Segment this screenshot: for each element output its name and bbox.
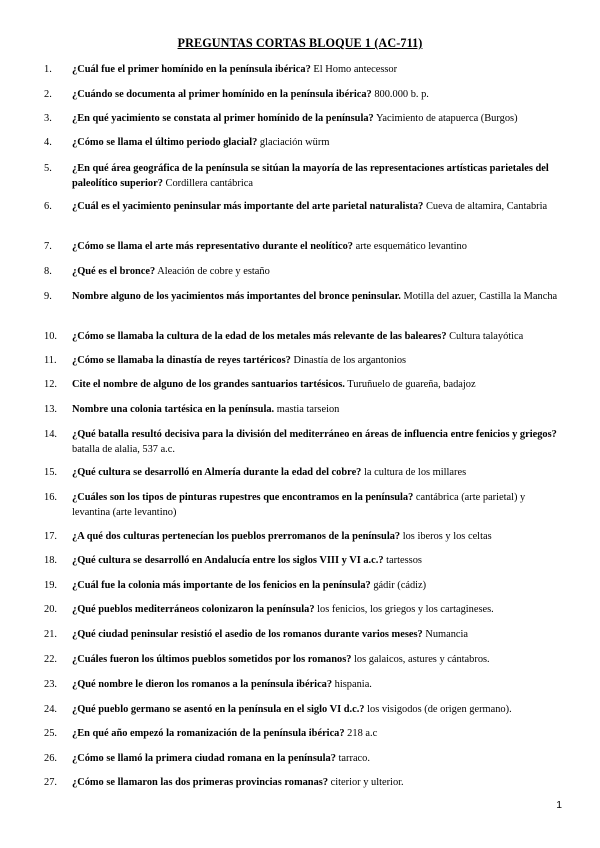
question-body [72, 490, 564, 520]
question-body [72, 751, 564, 766]
question-body [72, 627, 564, 642]
question-item [44, 627, 564, 642]
question-body [72, 111, 564, 126]
question-number: 4. [44, 137, 52, 148]
question-item [44, 427, 564, 457]
answer-text: Cordillera cantábrica [162, 178, 253, 189]
question-item [44, 751, 564, 766]
question-number: 10. [44, 331, 57, 342]
question-text: ¿Cómo se llamaron las dos primeras provincias romanas? [72, 777, 329, 788]
question-item [44, 490, 564, 520]
question-text: ¿Cómo se llamó la primera ciudad romana en la península? [72, 753, 336, 764]
question-number: 16. [44, 492, 57, 503]
question-number: 14. [44, 429, 57, 440]
question-number: 22. [44, 654, 57, 665]
question-number: 3. [44, 113, 52, 124]
question-text: Nombre alguno de los yacimientos más importantes del bronce peninsular. [72, 291, 401, 302]
question-item [44, 62, 564, 77]
question-text: ¿Cuáles son los tipos de pinturas rupestres que encontramos en la península? [72, 492, 414, 503]
question-body [72, 289, 564, 304]
question-number: 5. [44, 163, 52, 174]
answer-text: batalla de alalia, 537 a.c. [72, 444, 175, 455]
question-body [72, 353, 564, 368]
question-text: ¿Cómo se llama el último periodo glacial? [72, 137, 258, 148]
question-item [44, 264, 564, 279]
question-item [44, 553, 564, 568]
answer-text: Turuñuelo de guareña, badajoz [344, 379, 476, 390]
question-number: 27. [44, 777, 57, 788]
question-body [72, 199, 564, 214]
question-item [44, 329, 564, 344]
answer-text: glaciación würm [257, 137, 330, 148]
question-number: 1. [44, 64, 52, 75]
question-text: ¿Qué pueblos mediterráneos colonizaron la península? [72, 604, 315, 615]
question-item [44, 465, 564, 480]
question-text: ¿Qué cultura se desarrolló en Andalucía entre los siglos VIII y VI a.c.? [72, 555, 384, 566]
question-item [44, 377, 564, 392]
answer-text: los visigodos (de origen germano). [364, 704, 512, 715]
question-text: ¿En qué yacimiento se constata al primer homínido de la península? [72, 113, 374, 124]
answer-text: los iberos y los celtas [400, 531, 492, 542]
question-body [72, 135, 564, 150]
question-item [44, 87, 564, 102]
question-body [72, 702, 564, 717]
question-body [72, 775, 564, 790]
question-item [44, 602, 564, 617]
question-item [44, 111, 564, 126]
question-body [72, 62, 564, 77]
question-text: ¿Cuál fue la colonia más importante de los fenicios en la península? [72, 580, 371, 591]
question-number: 25. [44, 728, 57, 739]
page-title: PREGUNTAS CORTAS BLOQUE 1 (AC-711) [177, 36, 423, 50]
question-body [72, 652, 564, 667]
question-text: ¿Cuál es el yacimiento peninsular más importante del arte parietal naturalista? [72, 201, 424, 212]
answer-text: 218 a.c [344, 728, 378, 739]
question-number: 13. [44, 404, 57, 415]
question-body [72, 553, 564, 568]
question-text: ¿A qué dos culturas pertenecían los pueblos prerromanos de la península? [72, 531, 401, 542]
answer-text: gádir (cádiz) [370, 580, 427, 591]
question-body [72, 87, 564, 102]
answer-text: mastia tarseion [274, 404, 340, 415]
answer-text: Yacimiento de atapuerca (Burgos) [373, 113, 518, 124]
question-body [72, 465, 564, 480]
question-text: ¿Qué pueblo germano se asentó en la península en el siglo VI d.c.? [72, 704, 365, 715]
question-number: 11. [44, 355, 57, 366]
answer-text: Numancia [422, 629, 469, 640]
question-item [44, 775, 564, 790]
question-body [72, 329, 564, 344]
question-text: Cite el nombre de alguno de los grandes santuarios tartésicos. [72, 379, 345, 390]
question-item [44, 199, 564, 214]
answer-text: la cultura de los millares [361, 467, 467, 478]
question-body [72, 677, 564, 692]
question-item [44, 161, 564, 191]
question-text: ¿Qué ciudad peninsular resistió el asedio de los romanos durante varios meses? [72, 629, 423, 640]
question-number: 12. [44, 379, 57, 390]
answer-text: hispania. [332, 679, 372, 690]
question-body [72, 239, 564, 254]
answer-text: tartessos [383, 555, 422, 566]
question-item [44, 289, 564, 304]
question-number: 19. [44, 580, 57, 591]
question-body [72, 427, 564, 457]
question-text: ¿Qué batalla resultó decisiva para la división del mediterráneo en áreas de influencia entre fenicios y griegos? [72, 429, 557, 440]
question-number: 9. [44, 291, 52, 302]
question-number: 20. [44, 604, 57, 615]
question-body [72, 726, 564, 741]
question-text: ¿Cuáles fueron los últimos pueblos sometidos por los romanos? [72, 654, 352, 665]
question-number: 17. [44, 531, 57, 542]
question-item [44, 677, 564, 692]
question-text: ¿Cuál fue el primer homínido en la península ibérica? [72, 64, 311, 75]
question-item [44, 239, 564, 254]
answer-text: Cueva de altamira, Cantabria [423, 201, 548, 212]
question-item [44, 702, 564, 717]
question-body [72, 264, 564, 279]
answer-text: tarraco. [335, 753, 370, 764]
question-item [44, 726, 564, 741]
answer-text: Cultura talayótica [446, 331, 524, 342]
question-number: 26. [44, 753, 57, 764]
question-body [72, 578, 564, 593]
question-text: ¿Qué cultura se desarrolló en Almería durante la edad del cobre? [72, 467, 362, 478]
question-number: 18. [44, 555, 57, 566]
question-text: ¿Cómo se llama el arte más representativo durante el neolítico? [72, 241, 353, 252]
question-body [72, 161, 564, 191]
question-item [44, 529, 564, 544]
question-item [44, 578, 564, 593]
question-number: 24. [44, 704, 57, 715]
answer-text: Dinastía de los argantonios [290, 355, 407, 366]
question-text: ¿Qué nombre le dieron los romanos a la península ibérica? [72, 679, 333, 690]
page-number: 1 [556, 800, 562, 811]
answer-text: El Homo antecessor [310, 64, 398, 75]
question-text: Nombre una colonia tartésica en la península. [72, 404, 275, 415]
question-item [44, 652, 564, 667]
question-number: 6. [44, 201, 52, 212]
question-text: ¿En qué año empezó la romanización de la península ibérica? [72, 728, 345, 739]
answer-text: cantábrica (arte parietal) y levantina (arte levantino) [72, 492, 526, 518]
question-number: 15. [44, 467, 57, 478]
question-text: ¿Cómo se llamaba la dinastía de reyes tartéricos? [72, 355, 291, 366]
answer-text: los galaicos, astures y cántabros. [351, 654, 490, 665]
question-text: ¿Cómo se llamaba la cultura de la edad de los metales más relevante de las baleares? [72, 331, 447, 342]
question-number: 2. [44, 89, 52, 100]
question-number: 23. [44, 679, 57, 690]
question-text: ¿Qué es el bronce? [72, 266, 156, 277]
question-text: ¿Cuándo se documenta al primer homínido en la península ibérica? [72, 89, 372, 100]
answer-text: citerior y ulterior. [328, 777, 404, 788]
question-item [44, 402, 564, 417]
question-number: 21. [44, 629, 57, 640]
question-body [72, 602, 564, 617]
question-item [44, 353, 564, 368]
question-body [72, 529, 564, 544]
answer-text: Motilla del azuer, Castilla la Mancha [400, 291, 558, 302]
question-number: 7. [44, 241, 52, 252]
question-item [44, 135, 564, 150]
question-body [72, 402, 564, 417]
answer-text: Aleación de cobre y estaño [155, 266, 270, 277]
question-number: 8. [44, 266, 52, 277]
answer-text: los fenicios, los griegos y los cartagineses. [314, 604, 494, 615]
answer-text: 800.000 b. p. [371, 89, 429, 100]
answer-text: arte esquemático levantino [352, 241, 467, 252]
question-text: ¿En qué área geográfica de la península se sitúan la mayoría de las representaciones artísticas parietales del paleolítico superior? [72, 163, 549, 189]
question-body [72, 377, 564, 392]
